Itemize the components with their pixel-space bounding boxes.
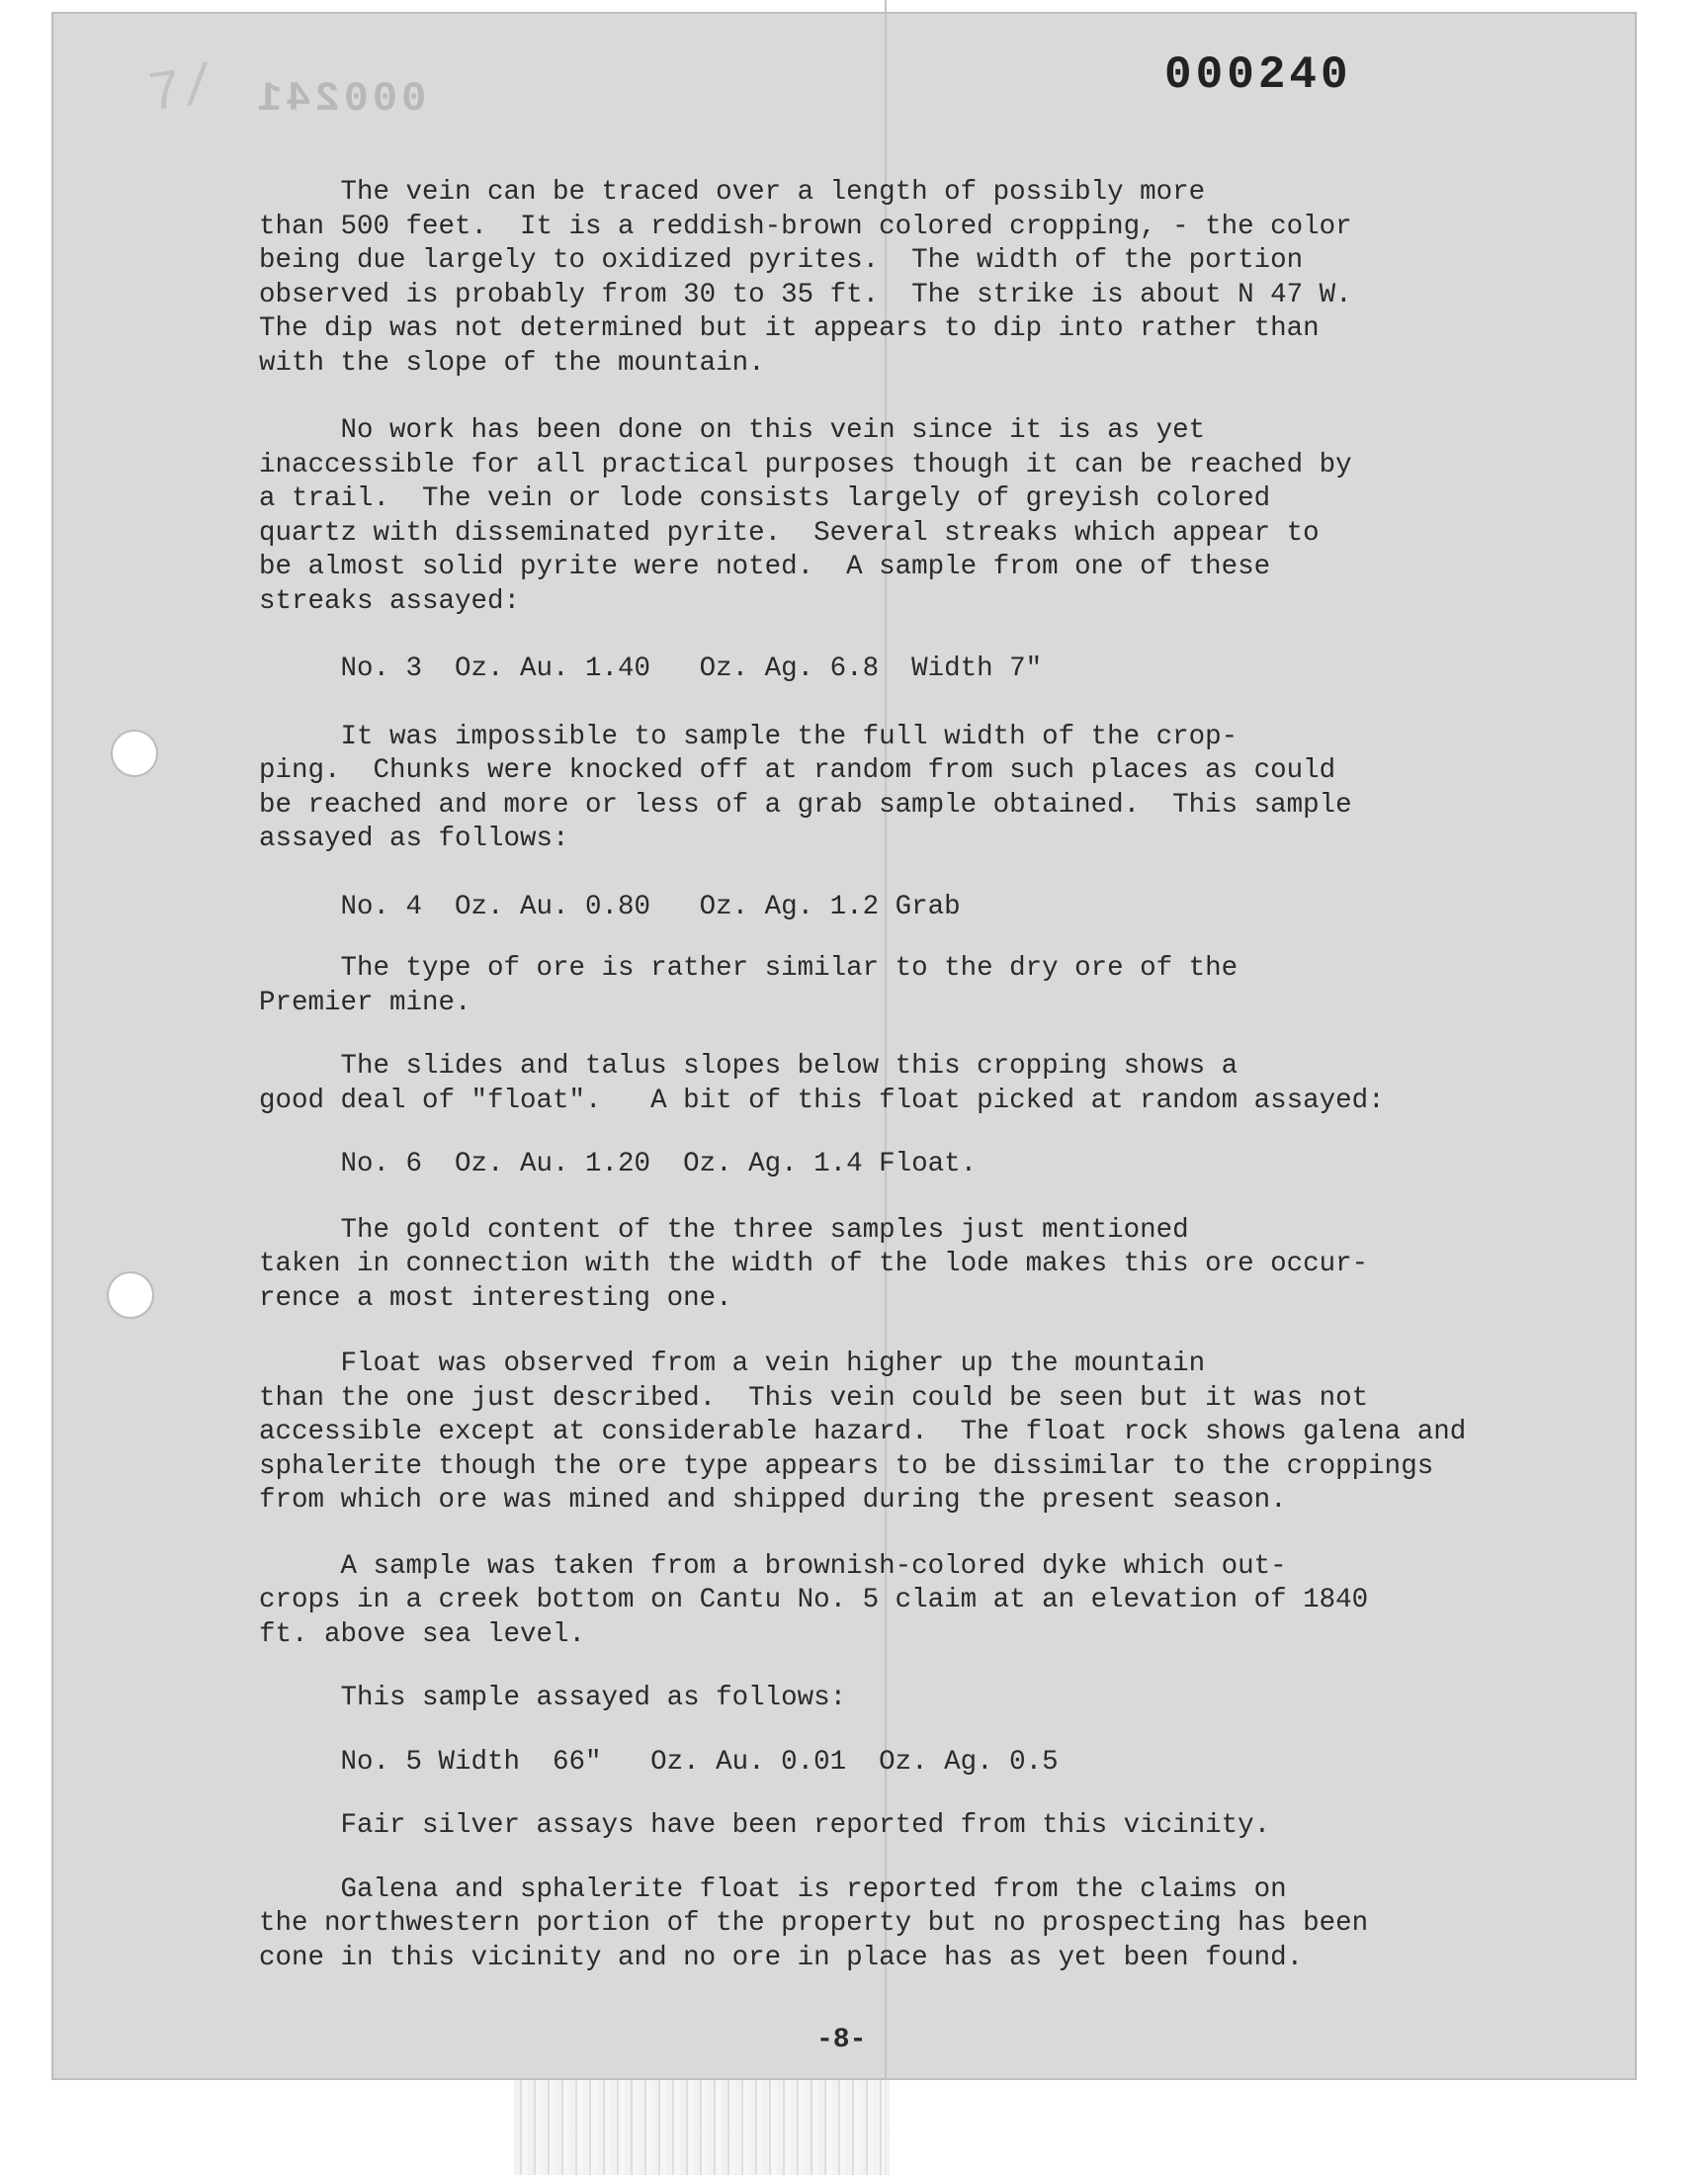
ghost-document-number: 000241 <box>253 75 427 123</box>
text-line: cone in this vicinity and no ore in place has as yet been found. <box>259 1942 1304 1973</box>
text-line: The slides and talus slopes below this cropping shows a <box>259 1051 1238 1082</box>
paragraph <box>259 414 1494 619</box>
text-line: Galena and sphalerite float is reported from the claims on <box>259 1873 1287 1905</box>
text-line: Premier mine. <box>259 987 471 1018</box>
paragraph <box>259 1348 1494 1519</box>
text-line: from which ore was mined and shipped during the present season. <box>259 1485 1287 1516</box>
text-line: observed is probably from 30 to 35 ft. The strike is about N 47 W. <box>259 279 1352 310</box>
text-line: the northwestern portion of the property but no prospecting has been <box>259 1908 1369 1939</box>
assay-line: No. 4 Oz. Au. 0.80 Oz. Ag. 1.2 Grab <box>259 891 961 922</box>
paragraph <box>259 1050 1494 1118</box>
punch-hole <box>113 732 156 775</box>
document-number: 000240 <box>1164 49 1352 101</box>
text-line: taken in connection with the width of the lode makes this ore occur- <box>259 1249 1369 1279</box>
text-line: be almost solid pyrite were noted. A sample from one of these <box>259 552 1271 582</box>
text-line: a trail. The vein or lode consists largely of greyish colored <box>259 483 1271 514</box>
text-line: Fair silver assays have been reported from this vicinity. <box>259 1810 1271 1841</box>
text-line: quartz with disseminated pyrite. Several streaks which appear to <box>259 517 1320 549</box>
text-line: good deal of "float". A bit of this float picked at random assayed: <box>259 1085 1385 1116</box>
text-line: ft. above sea level. <box>259 1618 586 1650</box>
text-line: This sample assayed as follows: <box>259 1683 847 1713</box>
document-body <box>259 176 1494 1975</box>
text-line: Float was observed from a vein higher up the mountain <box>259 1348 1206 1379</box>
assay-line: No. 5 Width 66" Oz. Au. 0.01 Oz. Ag. 0.5 <box>259 1746 1059 1778</box>
text-line: ping. Chunks were knocked off at random from such places as could <box>259 755 1336 786</box>
text-line: assayed as follows: <box>259 824 569 854</box>
paragraph <box>259 1550 1494 1653</box>
text-line: rence a most interesting one. <box>259 1282 732 1314</box>
text-line: sphalerite though the ore type appears to be dissimilar to the croppings <box>259 1450 1434 1482</box>
text-line: A sample was taken from a brownish-colored dyke which out- <box>259 1550 1287 1582</box>
ghost-handwriting: 7/ <box>143 54 219 128</box>
paragraph <box>259 1873 1494 1976</box>
text-line: The type of ore is rather similar to the dry ore of the <box>259 953 1238 984</box>
text-line: inaccessible for all practical purposes though it can be reached by <box>259 449 1352 480</box>
text-line: with the slope of the mountain. <box>259 347 765 379</box>
text-line: The gold content of the three samples just mentioned <box>259 1214 1189 1246</box>
text-line: crops in a creek bottom on Cantu No. 5 claim at an elevation of 1840 <box>259 1585 1369 1615</box>
text-line: be reached and more or less of a grab sample obtained. This sample <box>259 789 1352 821</box>
text-line: being due largely to oxidized pyrites. The width of the portion <box>259 245 1304 276</box>
text-line: No work has been done on this vein since it is as yet <box>259 415 1206 446</box>
text-line: It was impossible to sample the full width of the crop- <box>259 721 1238 752</box>
paragraph <box>259 721 1494 857</box>
text-line: than the one just described. This vein could be seen but it was not <box>259 1382 1369 1414</box>
text-line: streaks assayed: <box>259 585 521 617</box>
paragraph <box>259 176 1494 381</box>
assay-line: No. 3 Oz. Au. 1.40 Oz. Ag. 6.8 Width 7" <box>259 653 1043 684</box>
text-line: The dip was not determined but it appears to dip into rather than <box>259 313 1320 344</box>
paragraph <box>259 952 1494 1020</box>
assay-line: No. 6 Oz. Au. 1.20 Oz. Ag. 1.4 Float. <box>259 1149 978 1179</box>
scan-artifact <box>514 2080 890 2175</box>
paragraph <box>259 1214 1494 1317</box>
text-line: The vein can be traced over a length of possibly more <box>259 177 1206 208</box>
text-line: accessible except at considerable hazard. The float rock shows galena and <box>259 1417 1467 1447</box>
page-number: -8- <box>816 2025 867 2055</box>
text-line: than 500 feet. It is a reddish-brown colored cropping, - the color <box>259 211 1352 242</box>
punch-hole <box>109 1273 152 1317</box>
